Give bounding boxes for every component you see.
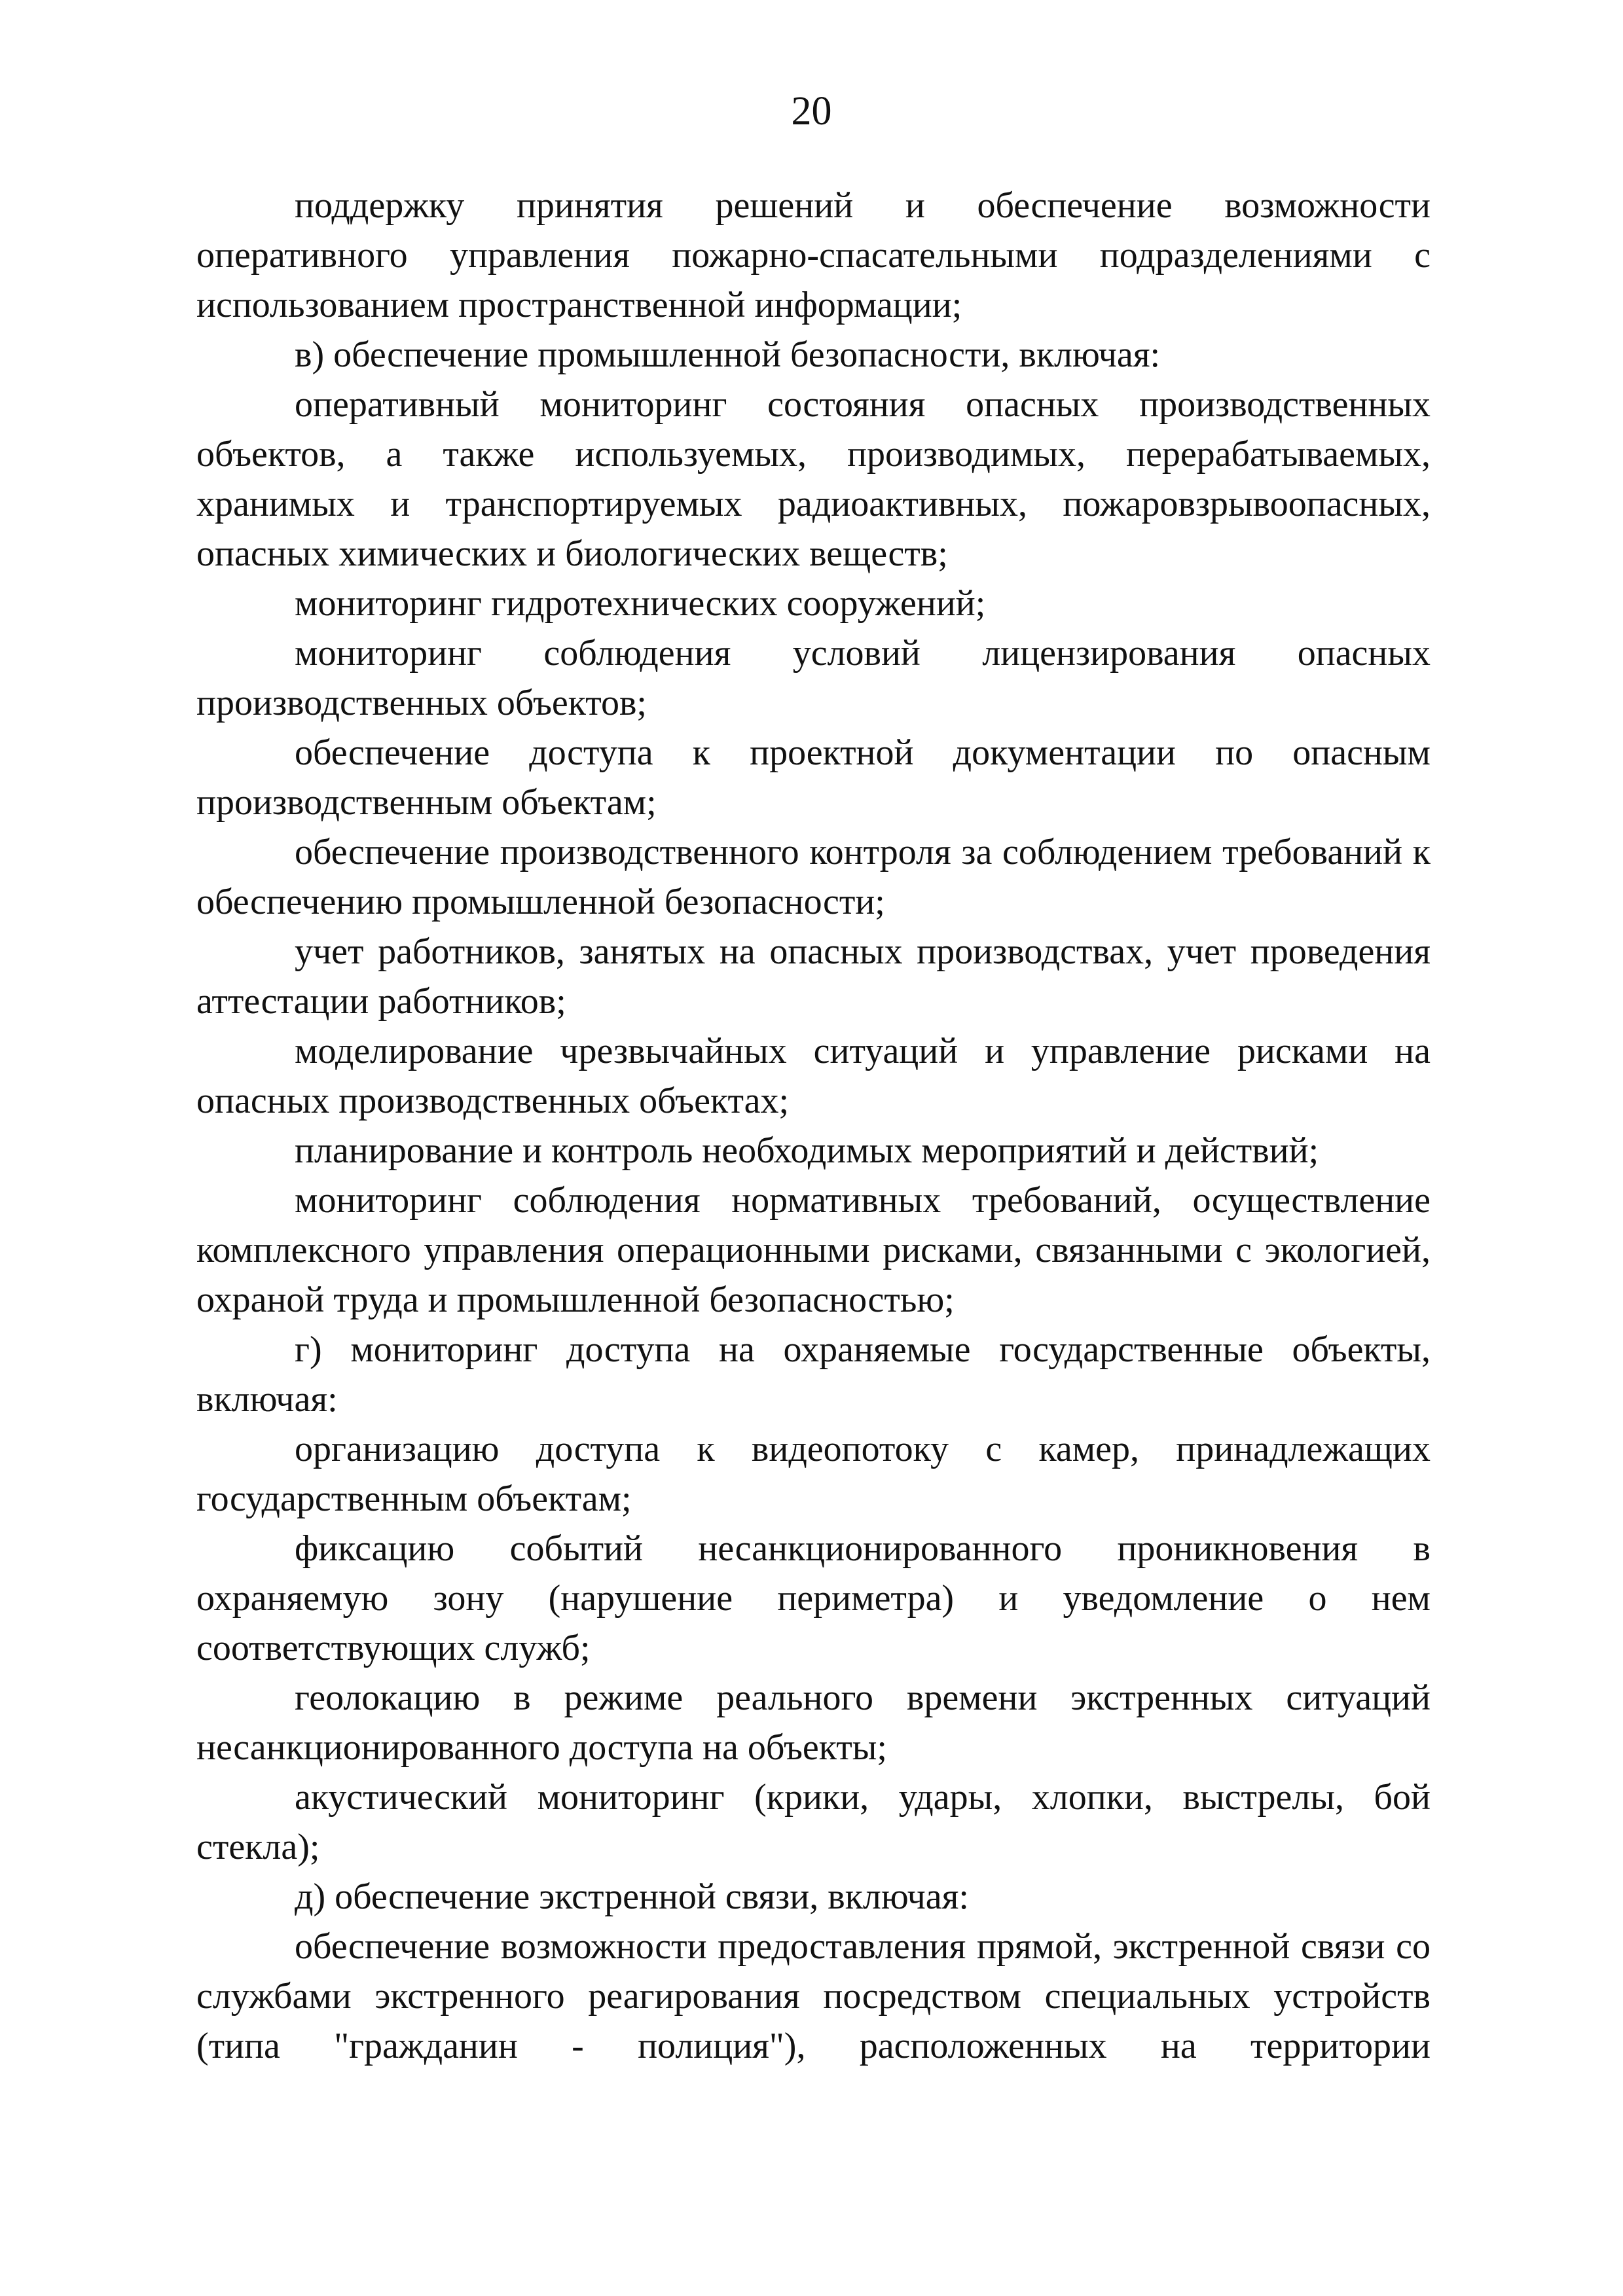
paragraph-emergency-modeling: моделирование чрезвычайных ситуаций и управление рисками на опасных производственных объектах; <box>196 1031 1431 1121</box>
paragraph-licensing-monitoring: мониторинг соблюдения условий лицензирования опасных производственных объектов; <box>196 633 1431 723</box>
document-body <box>196 181 1431 2071</box>
paragraph-emergency-communication: обеспечение возможности предоставления прямой, экстренной связи со службами экстренного реагирования посредством специальных устройств (типа "гражданин - полиция"), расположенных на территории <box>196 1926 1431 2066</box>
paragraph-hydro-structures-monitoring: мониторинг гидротехнических сооружений; <box>295 583 986 624</box>
paragraph-geolocation: геолокацию в режиме реального времени экстренных ситуаций несанкционированного доступа на объекты; <box>196 1677 1431 1768</box>
paragraph-planning-control: планирование и контроль необходимых мероприятий и действий; <box>295 1130 1319 1171</box>
paragraph-video-access: организацию доступа к видеопотоку с камер, принадлежащих государственным объектам; <box>196 1429 1431 1519</box>
paragraph-compliance-monitoring: мониторинг соблюдения нормативных требований, осуществление комплексного управления операционными рисками, связанными с экологией, охраной труда и промышленной безопасностью; <box>196 1180 1431 1320</box>
paragraph-protected-objects-heading: г) мониторинг доступа на охраняемые государственные объекты, включая: <box>196 1329 1431 1420</box>
paragraph-hazardous-objects-monitoring: оперативный мониторинг состояния опасных производственных объектов, а также используемых, производимых, перерабатываемых, хранимых и транспортируемых радиоактивных, пожаровзрывоопасных, опасных химических и биологических веществ; <box>196 384 1431 574</box>
paragraph-production-control: обеспечение производственного контроля за соблюдением требований к обеспечению промышленной безопасности; <box>196 832 1431 922</box>
paragraph-intrusion-detection: фиксацию событий несанкционированного проникновения в охраняемую зону (нарушение периметра) и уведомление о нем соответствующих служб; <box>196 1528 1431 1668</box>
paragraph-workers-accounting: учет работников, занятых на опасных производствах, учет проведения аттестации работников; <box>196 931 1431 1022</box>
page-number: 20 <box>791 89 832 134</box>
paragraph-emergency-communication-heading: д) обеспечение экстренной связи, включая: <box>295 1876 969 1917</box>
paragraph-decision-support: поддержку принятия решений и обеспечение возможности оперативного управления пожарно-спасательными подразделениями с использованием пространственной информации; <box>196 185 1431 325</box>
paragraph-acoustic-monitoring: акустический мониторинг (крики, удары, хлопки, выстрелы, бой стекла); <box>196 1777 1431 1867</box>
paragraph-project-documentation-access: обеспечение доступа к проектной документации по опасным производственным объектам; <box>196 732 1431 823</box>
paragraph-industrial-safety-heading: в) обеспечение промышленной безопасности, включая: <box>295 334 1161 375</box>
